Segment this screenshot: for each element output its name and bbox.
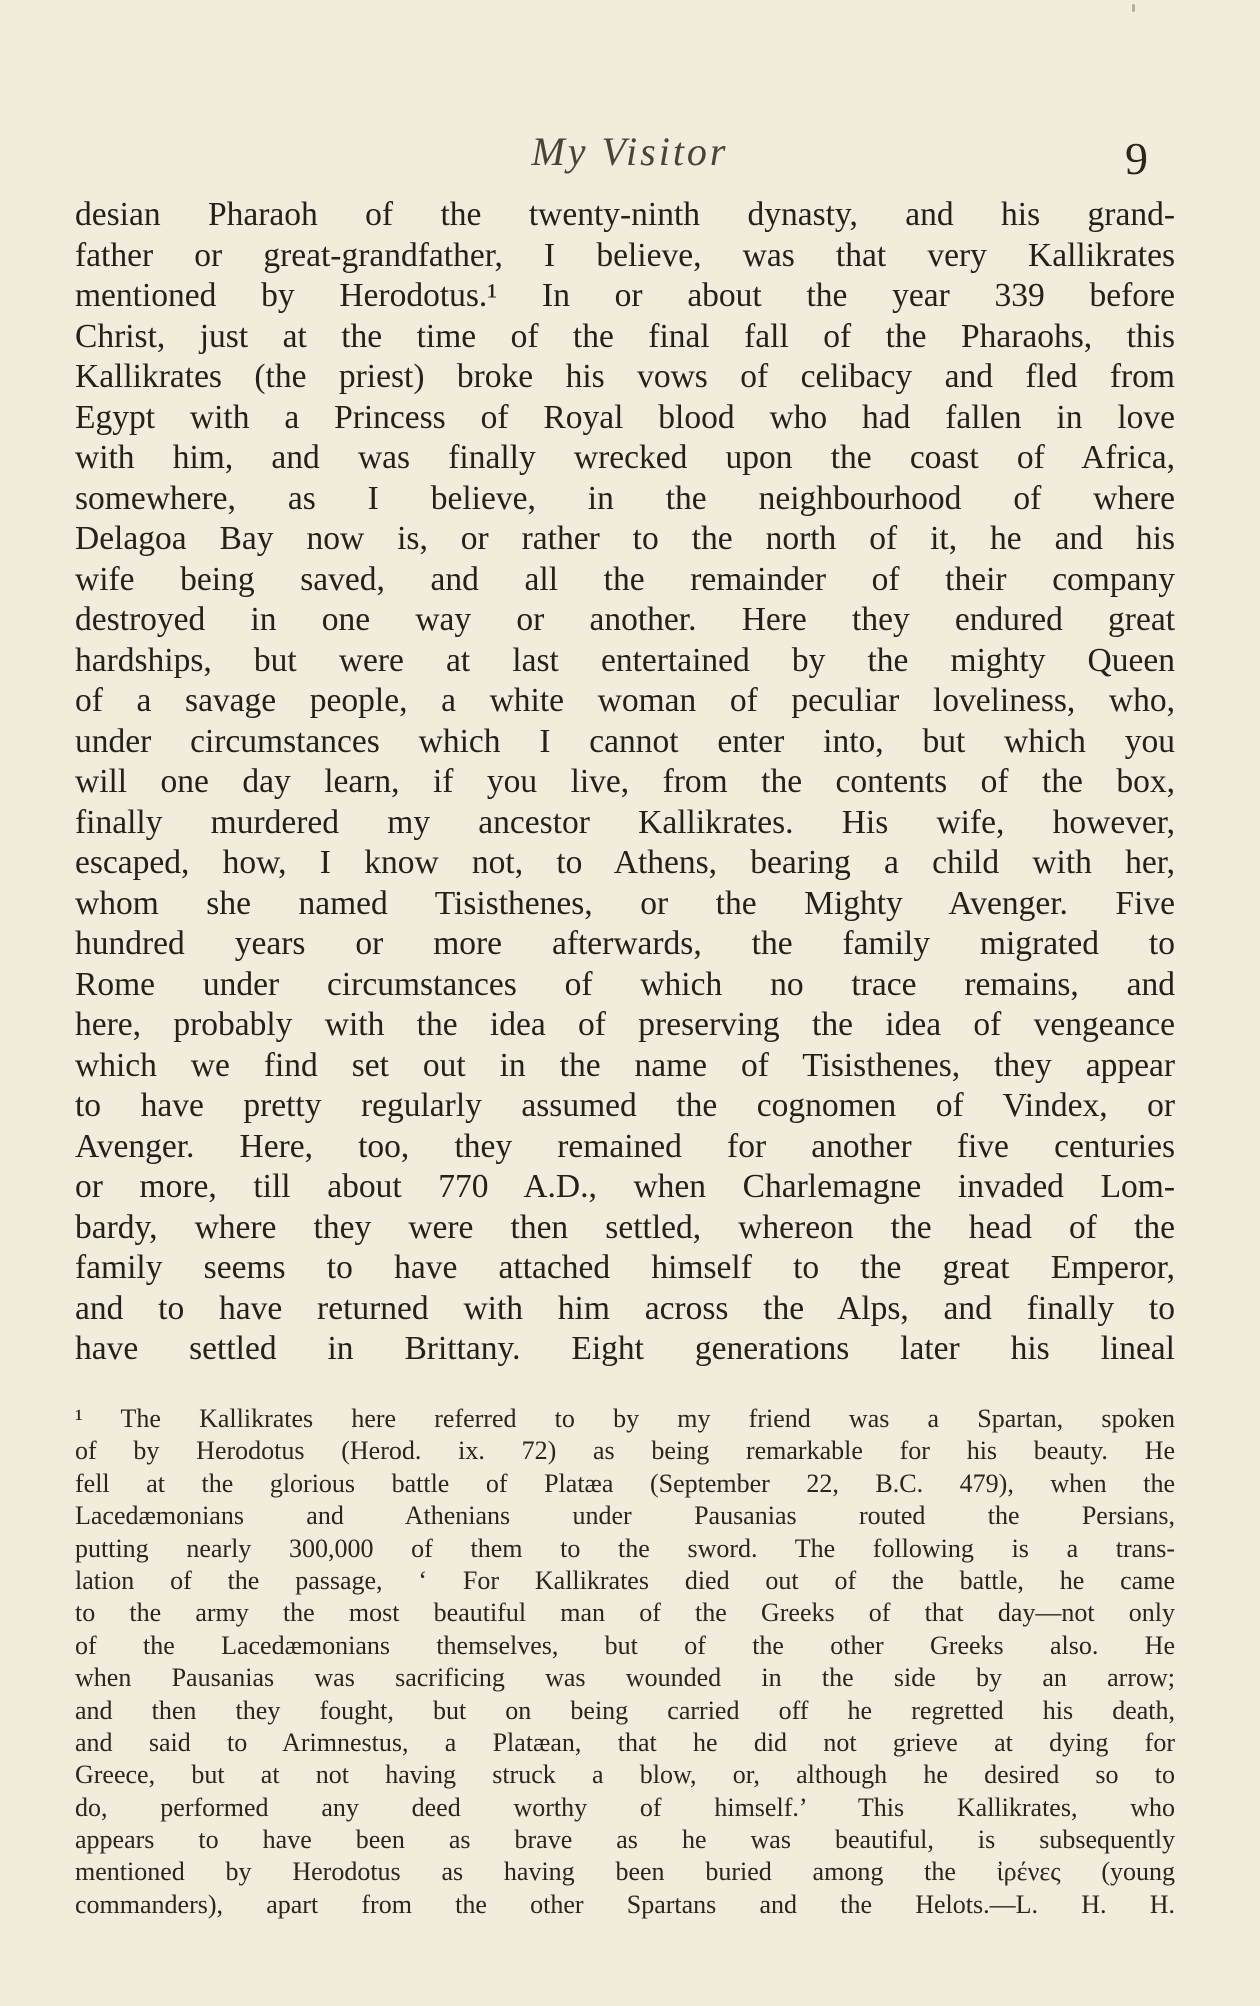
body-line: or more, till about 770 A.D., when Charlemagne invaded Lom- <box>75 1168 1175 1205</box>
body-line: Kallikrates (the priest) broke his vows of celibacy and fled from <box>75 358 1175 395</box>
page-number: 9 <box>1125 133 1148 184</box>
footnote-line: appears to have been as brave as he was beautiful, is subsequently <box>75 1825 1175 1855</box>
body-line: mentioned by Herodotus.¹ In or about the year 339 before <box>75 277 1175 314</box>
body-line: with him, and was finally wrecked upon the coast of Africa, <box>75 439 1175 476</box>
footnote-line: and then they fought, but on being carried off he regretted his death, <box>75 1695 1175 1725</box>
body-line: hundred years or more afterwards, the family migrated to <box>75 925 1175 962</box>
body-line: will one day learn, if you live, from the contents of the box, <box>75 763 1175 800</box>
body-line: finally murdered my ancestor Kallikrates. His wife, however, <box>75 803 1175 841</box>
footnote-line: when Pausanias was sacrificing was wounded in the side by an arrow; <box>75 1663 1175 1693</box>
body-line: which we find set out in the name of Tisisthenes, they appear <box>75 1046 1175 1084</box>
footnote-line: commanders), apart from the other Spartans and the Helots.—L. H. H. <box>75 1889 1175 1919</box>
footnote-line: fell at the glorious battle of Platæa (September 22, B.C. 479), when the <box>75 1468 1175 1498</box>
body-line: here, probably with the idea of preserving the idea of vengeance <box>75 1006 1175 1043</box>
footnote-line: to the army the most beautiful man of the Greeks of that day—not only <box>75 1598 1175 1628</box>
body-line: under circumstances which I cannot enter into, but which you <box>75 722 1175 760</box>
body-line: whom she named Tisisthenes, or the Mighty Avenger. Five <box>75 884 1175 922</box>
body-line: Rome under circumstances of which no trace remains, and <box>75 965 1175 1003</box>
body-line: to have pretty regularly assumed the cognomen of Vindex, or <box>75 1087 1175 1124</box>
body-line: somewhere, as I believe, in the neighbourhood of where <box>75 479 1175 517</box>
body-line: have settled in Brittany. Eight generations later his lineal <box>75 1330 1175 1367</box>
running-header <box>0 128 1260 184</box>
body-line: father or great-grandfather, I believe, was that very Kallikrates <box>75 236 1175 274</box>
body-line: Delagoa Bay now is, or rather to the north of it, he and his <box>75 520 1175 557</box>
footnote-line: of the Lacedæmonians themselves, but of the other Greeks also. He <box>75 1630 1175 1660</box>
body-line: escaped, how, I know not, to Athens, bearing a child with her, <box>75 844 1175 881</box>
body-line: bardy, where they were then settled, whereon the head of the <box>75 1208 1175 1246</box>
footnote-line: Greece, but at not having struck a blow, or, although he desired so to <box>75 1760 1175 1790</box>
footnote-line: Lacedæmonians and Athenians under Pausanias routed the Persians, <box>75 1501 1175 1531</box>
paper-speck <box>1132 4 1135 12</box>
body-line: and to have returned with him across the Alps, and finally to <box>75 1289 1175 1327</box>
body-line: wife being saved, and all the remainder of their company <box>75 560 1175 598</box>
footnote-line: ¹ The Kallikrates here referred to by my friend was a Spartan, spoken <box>75 1404 1175 1433</box>
body-line: Egypt with a Princess of Royal blood who had fallen in love <box>75 398 1175 436</box>
body-line: of a savage people, a white woman of peculiar loveliness, who, <box>75 682 1175 719</box>
body-text <box>75 195 1175 1370</box>
footnote <box>75 1403 1175 1921</box>
body-line: Avenger. Here, too, they remained for another five centuries <box>75 1127 1175 1165</box>
footnote-line: mentioned by Herodotus as having been buried among the ἰρένες (young <box>75 1857 1175 1887</box>
body-line: destroyed in one way or another. Here they endured great <box>75 601 1175 638</box>
footnote-line: and said to Arimnestus, a Platæan, that he did not grieve at dying for <box>75 1727 1175 1757</box>
body-line: family seems to have attached himself to the great Emperor, <box>75 1249 1175 1286</box>
footnote-line: lation of the passage, ‘ For Kallikrates died out of the battle, he came <box>75 1565 1175 1595</box>
body-line: desian Pharaoh of the twenty-ninth dynasty, and his grand- <box>75 196 1175 233</box>
footnote-line: of by Herodotus (Herod. ix. 72) as being remarkable for his beauty. He <box>75 1436 1175 1466</box>
footnote-line: putting nearly 300,000 of them to the sword. The following is a trans- <box>75 1533 1175 1563</box>
footnote-line: do, performed any deed worthy of himself.’ This Kallikrates, who <box>75 1792 1175 1822</box>
running-title: My Visitor <box>531 129 729 174</box>
body-line: hardships, but were at last entertained by the mighty Queen <box>75 641 1175 679</box>
body-line: Christ, just at the time of the final fall of the Pharaohs, this <box>75 317 1175 355</box>
